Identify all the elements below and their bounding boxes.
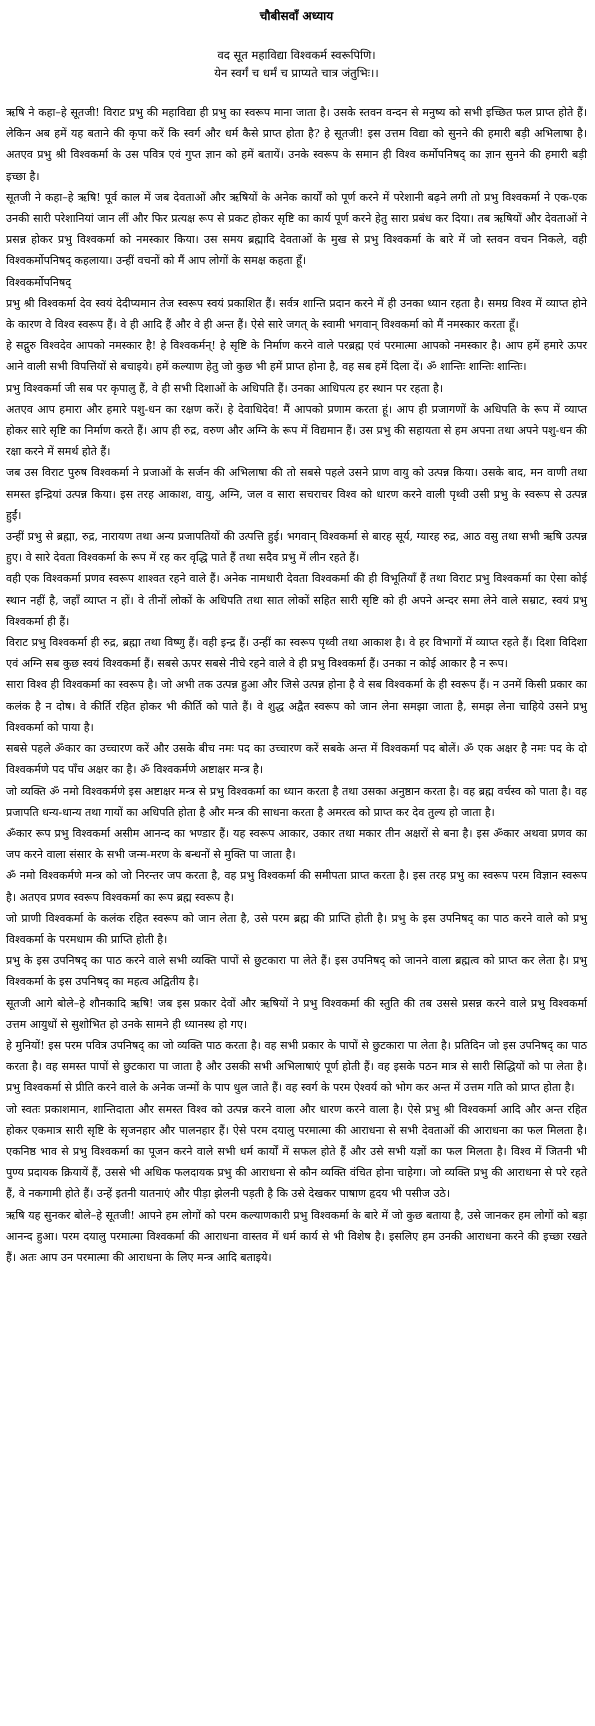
paragraph: जो प्राणी विश्वकर्मा के कलंक रहित स्वरूप को जान लेता है, उसे परम ब्रह्म की प्राप्ति होती है। प्रभु के इस उपनिषद् का पाठ करने वाले को प्रभु विश्वकर्मा के परमधाम की प्राप्ति होती है। <box>6 911 587 946</box>
paragraph: जो स्वतः प्रकाशमान, शान्तिदाता और समस्त विश्व को उत्पन्न करने वाला और धारण करने वाला है। ऐसे प्रभु श्री विश्वकर्मा आदि और अन्त रहित होकर एकमात्र सारी सृष्टि के सृजनहार और पालनहार हैं। ऐसे परम दयालु परमात्मा की आराधना से सभी देवताओं की आराधना का फल मिलता है। एकनिष्ठ भाव से प्रभु विश्वकर्मा का पूजन करने वाले सभी धर्म कार्यों में सफल होते हैं और उसे सभी यज्ञों का फल मिलता है। विश्व में जितनी भी पुण्य प्रदायक क्रियायें हैं, उससे भी अधिक फलदायक प्रभु की आराधना से कौन व्यक्ति वंचित होना चाहेगा। जो व्यक्ति प्रभु की आराधना से परे रहते हैं, वे नकगामी होते हैं। उन्हें इतनी यातनाएं और पीड़ा झेलनी पड़ती है कि उसे देखकर पाषाण हृदय भी पसीज उठे। <box>6 1102 587 1201</box>
paragraph: हे सद्गुरु विश्वदेव आपको नमस्कार है! हे विश्वकर्मन्! हे सृष्टि के निर्माण करने वाले परब्रह्म एवं परमात्मा आपको नमस्कार है। आप हमें हमारे ऊपर आने वाली सभी विपत्तियों से बचाइये। हमें कल्याण हेतु जो कुछ भी हमें प्राप्त होना है, वह सब हमें दिला दें। ॐ शान्तिः शान्तिः शान्तिः। <box>6 339 587 374</box>
verse-line: वद सूत महाविद्या विश्वकर्म स्वरूपिणि। <box>217 48 376 62</box>
paragraph: अतएव आप हमारा और हमारे पशु-धन का रक्षण करें। हे देवाधिदेव! मैं आपको प्रणाम करता हूं। आप ही प्रजागणों के अधिपति के रूप में व्याप्त होकर सारे सृष्टि का निर्माण करते हैं। आप ही रुद्र, वरुण और अग्नि के रूप में विद्यमान हैं। उस प्रभु की सहायता से हम अपना तथा अपने पशु-धन की रक्षा करने में समर्थ होते हैं। <box>6 402 587 459</box>
paragraph: ऋषि यह सुनकर बोले–हे सूतजी! आपने हम लोगों को परम कल्याणकारी प्रभु विश्वकर्मा के बारे में जो कुछ बताया है, उसे जानकर हम लोगों को बड़ा आनन्द हुआ। परम दयालु परमात्मा विश्वकर्मा की आराधना वास्तव में धर्म कार्य से भी विशेष है। इसलिए हम उनकी आराधना करने की इच्छा रखते हैं। अतः आप उन परमात्मा की आराधना के लिए मन्त्र आदि बताइये। <box>6 1208 587 1264</box>
section-heading: विश्वकर्मोपनिषद् <box>6 275 72 289</box>
verse-line: येन स्वर्गं च धर्मं च प्राप्यते चात्र जंतुभिः।। <box>214 66 379 80</box>
opening-verse <box>6 46 587 82</box>
paragraph: हे मुनियों! इस परम पवित्र उपनिषद् का जो व्यक्ति पाठ करता है। वह सभी प्रकार के पापों से छुटकारा पा लेता है। प्रतिदिन जो इस उपनिषद् का पाठ करता है। वह समस्त पापों से छुटकारा पा जाता है और उसकी सभी अभिलाषाएं पूर्ण होती हैं। वह इसके पठन मात्र से सारी सिद्धियों को पा लेता है। प्रभु विश्वकर्मा से प्रीति करने वाले के अनेक जन्मों के पाप धुल जाते हैं। वह स्वर्ग के परम ऐश्वर्य को भोग कर अन्त में उत्तम गति को प्राप्त होता है। <box>6 1038 587 1095</box>
paragraph: प्रभु विश्वकर्मा जी सब पर कृपालु हैं, वे ही सभी दिशाओं के अधिपति हैं। उनका आधिपत्य हर स्थान पर रहता है। <box>6 381 443 395</box>
paragraph: ॐ नमो विश्वकर्मणे मन्त्र को जो निरन्तर जप करता है, वह प्रभु विश्वकर्मा की समीपता प्राप्त करता है। इस तरह प्रभु का स्वरूप परम विज्ञान स्वरूप है। अतएव प्रणव स्वरूप विश्वकर्मा का रूप ब्रह्म स्वरूप है। <box>6 869 587 904</box>
chapter-title: चौबीसवाँ अध्याय <box>259 9 334 23</box>
paragraph: ऋषि ने कहा–हे सूतजी! विराट प्रभु की महाविद्या ही प्रभु का स्वरूप माना जाता है। उसके स्तवन वन्दन से मनुष्य को सभी इच्छित फल प्राप्त होते हैं। लेकिन अब हमें यह बताने की कृपा करें कि स्वर्ग और धर्म कैसे प्राप्त होता है? हे सूतजी! इस उत्तम विद्या को सुनने की हमारी बड़ी अभिलाषा है। अतएव प्रभु श्री विश्वकर्मा के उस पवित्र एवं गुप्त ज्ञान को हमें बतायें। उनके स्वरूप के समान ही विश्व कर्मोपनिषद् का ज्ञान सुनने की हमारी बड़ी इच्छा है। <box>6 106 587 183</box>
paragraph: ॐकार रूप प्रभु विश्वकर्मा असीम आनन्द का भण्डार हैं। यह स्वरूप आकार, उकार तथा मकार तीन अक्षरों से बना है। इस ॐकार अथवा प्रणव का जप करने वाला संसार के सभी जन्म-मरण के बन्धनों से मुक्ति पा जाता है। <box>6 826 587 862</box>
paragraph: विराट प्रभु विश्वकर्मा ही रुद्र, ब्रह्मा तथा विष्णु हैं। वही इन्द्र हैं। उन्हीं का स्वरूप पृथ्वी तथा आकाश है। वे हर विभागों में व्याप्त रहते हैं। दिशा विदिशा एवं अग्नि सब कुछ स्वयं विश्वकर्मा हैं। सबसे ऊपर सबसे नीचे रहने वाले वे ही प्रभु विश्वकर्मा हैं। उनका न कोई आकार है न रूप। <box>6 636 587 671</box>
paragraph: जो व्यक्ति ॐ नमो विश्वकर्मणे इस अष्टाक्षर मन्त्र से प्रभु विश्वकर्मा का ध्यान करता है तथा उसका अनुष्ठान करता है। वह ब्रह्म वर्चस्व को पाता है। वह प्रजापति धन्य-धान्य तथा गायों का अधिपति होता है और मन्त्र की साधना करता है अमरत्व को प्राप्त कर देव तुल्य हो जाता है। <box>6 784 587 819</box>
body-text <box>6 102 587 1268</box>
paragraph: वही एक विश्वकर्मा प्रणव स्वरूप शाश्वत रहने वाले हैं। अनेक नामधारी देवता विश्वकर्मा की ही विभूतियाँ हैं तथा विराट प्रभु विश्वकर्मा का ऐसा कोई स्थान नहीं है, जहाँ व्याप्त न हों। वे तीनों लोकों के अधिपति तथा सात लोकों सहित सारी सृष्टि को ही अपने अन्दर समा लेने वाले सम्राट, स्वयं प्रभु विश्वकर्मा ही हैं। <box>6 572 587 628</box>
paragraph: सूतजी आगे बोले–हे शौनकादि ऋषि! जब इस प्रकार देवों और ऋषियों ने प्रभु विश्वकर्मा की स्तुति की तब उससे प्रसन्न करने वाले प्रभु विश्वकर्मा उत्तम आयुधों से सुशोभित हो उनके सामने ही ध्यानस्थ हो गए। <box>6 996 587 1031</box>
paragraph: सारा विश्व ही विश्वकर्मा का स्वरूप है। जो अभी तक उत्पन्न हुआ और जिसे उत्पन्न होना है वे सब विश्वकर्मा के ही स्वरूप हैं। न उनमें किसी प्रकार का कलंक है न दोष। वे कीर्ति रहित होकर भी कीर्ति को पाते हैं। वे शुद्ध अद्वैत स्वरूप को जान लेना समझा जाता है, समझ लेना चाहिये उसने प्रभु विश्वकर्मा को पाया है। <box>6 678 587 734</box>
paragraph: प्रभु श्री विश्वकर्मा देव स्वयं देदीप्यमान तेज स्वरूप स्वयं प्रकाशित हैं। सर्वत्र शान्ति प्रदान करने में ही उनका ध्यान रहता है। समग्र विश्व में व्याप्त होने के कारण वे विश्व स्वरूप हैं। वे ही आदि हैं और वे ही अन्त हैं। ऐसे सारे जगत् के स्वामी भगवान् विश्वकर्मा को मैं नमस्कार करता हूँ। <box>6 296 587 332</box>
paragraph: सूतजी ने कहा–हे ऋषि! पूर्व काल में जब देवताओं और ऋषियों के अनेक कार्यों को पूर्ण करने में परेशानी बढ़ने लगी तो प्रभु विश्वकर्मा ने एक-एक उनकी सारी परेशानियां जान लीं और फिर प्रत्यक्ष रूप से प्रकट होकर सृष्टि का कार्य पूर्ण करने हेतु सारा प्रबंध कर दिया। तब ऋषियों और देवताओं ने प्रसन्न होकर प्रभु विश्वकर्मा को नमस्कार किया। उस समय ब्रह्मादि देवताओं के मुख से प्रभु विश्वकर्मा के बारे में जो स्तवन वचन निकले, वही विश्वकर्मोपनिषद् कहलाया। उन्हीं वचनों को मैं आप लोगों के समक्ष कहता हूँ। <box>6 190 587 268</box>
paragraph: जब उस विराट पुरुष विश्वकर्मा ने प्रजाओं के सर्जन की अभिलाषा की तो सबसे पहले उसने प्राण वायु को उत्पन्न किया। उसके बाद, मन वाणी तथा समस्त इन्द्रियां उत्पन्न किया। इस तरह आकाश, वायु, अग्नि, जल व सारा सचराचर विश्व को धारण करने वाली पृथ्वी उसी प्रभु के स्वरूप से उत्पन्न हुईं। <box>6 466 587 522</box>
paragraph: सबसे पहले ॐकार का उच्चारण करें और उसके बीच नमः पद का उच्चारण करें सबके अन्त में विश्वकर्मा पद बोलें। ॐ एक अक्षर है नमः पद के दो विश्वकर्मणे पद पाँच अक्षर का है। ॐ विश्वकर्मणे अष्टाक्षर मन्त्र है। <box>6 742 587 777</box>
paragraph: प्रभु के इस उपनिषद् का पाठ करने वाले सभी व्यक्ति पापों से छुटकारा पा लेते हैं। इस उपनिषद् को जानने वाला ब्रह्मत्व को प्राप्त कर लेता है। प्रभु विश्वकर्मा के इस उपनिषद् का महत्व अद्वितीय है। <box>6 954 587 989</box>
paragraph: उन्हीं प्रभु से ब्रह्मा, रुद्र, नारायण तथा अन्य प्रजापतियों की उत्पत्ति हुई। भगवान् विश्वकर्मा से बारह सूर्य, ग्यारह रुद्र, आठ वसु तथा सभी ऋषि उत्पन्न हुए। वे सारे देवता विश्वकर्मा के रूप में रह कर वृद्धि पाते हैं तथा सदैव प्रभु में लीन रहते हैं। <box>6 530 587 565</box>
